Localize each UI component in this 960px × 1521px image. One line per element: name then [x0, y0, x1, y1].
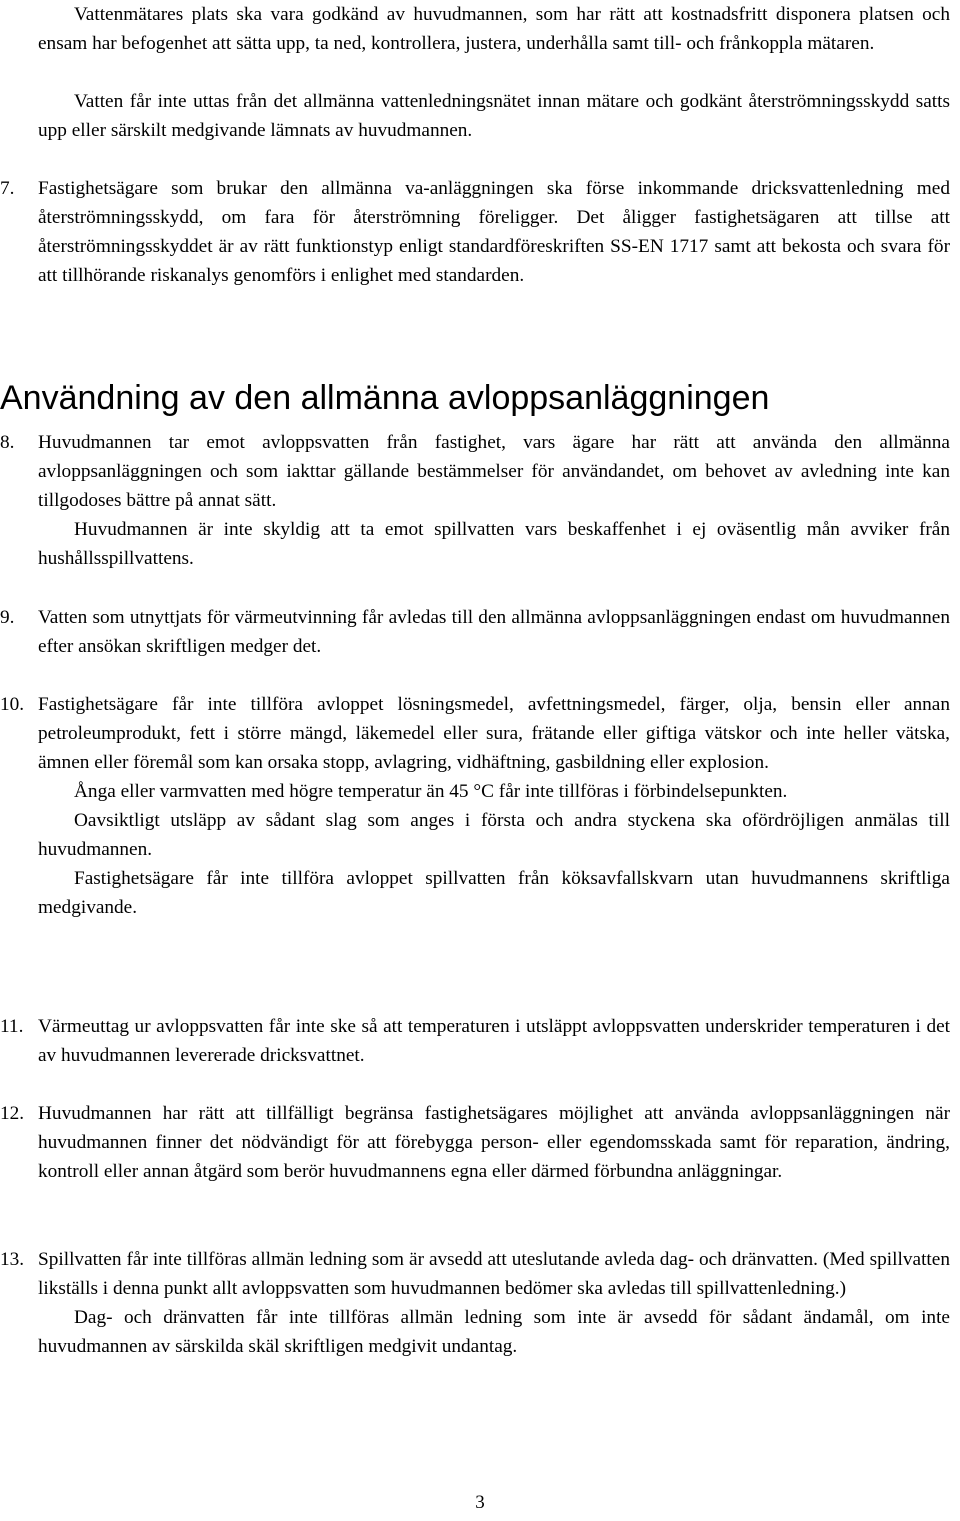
item-text: Fastighetsägare får inte tillföra avloppet spillvatten från köksavfallskvarn utan huvudmannens skriftliga medgivande.: [38, 868, 950, 918]
list-item-11: [0, 1012, 950, 1070]
list-item-13: [0, 1245, 950, 1361]
item-text: Oavsiktligt utsläpp av sådant slag som anges i första och andra styckena ska ofördröjligen anmälas till huvudmannen.: [38, 810, 950, 860]
item-number: 11.: [0, 1016, 24, 1037]
item-number: 10.: [0, 694, 25, 715]
paragraph-water-withdrawal: Vatten får inte uttas från det allmänna vattenledningsnätet innan mätare och godkänt återströmningsskydd satts upp eller särskilt medgivande lämnats av huvudmannen.: [38, 91, 950, 141]
page-number: 3: [475, 1492, 485, 1513]
item-number: 7.: [0, 178, 15, 199]
item-number: 13.: [0, 1249, 25, 1270]
item-text: Värmeuttag ur avloppsvatten får inte ske så att temperaturen i utsläppt avloppsvatten underskrider temperaturen i det av huvudmannen levererade dricksvattnet.: [38, 1016, 950, 1066]
list-item-7: [0, 174, 950, 290]
item-text: Fastighetsägare som brukar den allmänna va-anläggningen ska förse inkommande dricksvattenledning med återströmningsskydd, om fara för återströmning föreligger. Det åligger fastighetsägaren att tillse att återströmningsskyddet är av rätt funktionstyp enligt standardföreskriften SS-EN 1717 samt att bekosta och svara för att tillhörande riskanalys genomförs i enlighet med standarden.: [38, 178, 950, 286]
item-text: Spillvatten får inte tillföras allmän ledning som är avsedd att uteslutande avleda dag- och dränvatten. (Med spillvatten likställs i denna punkt allt avloppsvatten som huvudmannen bedömer ska avledas till spillvattenledning.): [38, 1249, 950, 1299]
item-text: Huvudmannen tar emot avloppsvatten från fastighet, vars ägare har rätt att använda den allmänna avloppsanläggningen och som iakttar gällande bestämmelser för användandet, om behovet av avledning inte kan tillgodoses bättre på annat sätt.: [38, 432, 950, 511]
item-number: 9.: [0, 607, 15, 628]
item-text: Huvudmannen har rätt att tillfälligt begränsa fastighetsägares möjlighet att använda avloppsanläggningen när huvudmannen finner det nödvändigt för att förebygga person- eller egendomsskada samt för reparation, ändring, kontroll eller annan åtgärd som berör huvudmannens egna eller därmed förbundna anläggningar.: [38, 1103, 950, 1182]
list-item-9: [0, 603, 950, 661]
paragraph-meter-placement: Vattenmätares plats ska vara godkänd av huvudmannen, som har rätt att kostnadsfritt disponera platsen och ensam har befogenhet att sätta upp, ta ned, kontrollera, justera, underhålla samt till- och frånkoppla mätaren.: [38, 4, 950, 54]
list-item-8: [0, 428, 950, 573]
item-text: Ånga eller varmvatten med högre temperatur än 45 °C får inte tillföras i förbindelsepunkten.: [74, 781, 788, 802]
item-text: Huvudmannen är inte skyldig att ta emot spillvatten vars beskaffenhet i ej oväsentlig mån avviker från hushållsspillvattens.: [38, 519, 950, 569]
section-heading: Användning av den allmänna avloppsanläggningen: [0, 379, 770, 417]
list-item-10: [0, 690, 950, 922]
list-item-12: [0, 1099, 950, 1186]
item-number: 12.: [0, 1103, 25, 1124]
item-text: Dag- och dränvatten får inte tillföras allmän ledning som inte är avsedd för sådant ändamål, om inte huvudmannen av särskilda skäl skriftligen medgivit undantag.: [38, 1307, 950, 1357]
item-text: Fastighetsägare får inte tillföra avloppet lösningsmedel, avfettningsmedel, färger, olja, bensin eller annan petroleumprodukt, fett i större mängd, läkemedel eller sura, frätande eller giftiga vätskor och inte heller vätska, ämnen eller föremål som kan orsaka stopp, avlagring, vidhäftning, gasbildning eller explosion.: [38, 694, 950, 773]
item-number: 8.: [0, 432, 15, 453]
item-text: Vatten som utnyttjats för värmeutvinning får avledas till den allmänna avloppsanläggningen endast om huvudmannen efter ansökan skriftligen medger det.: [38, 607, 950, 657]
